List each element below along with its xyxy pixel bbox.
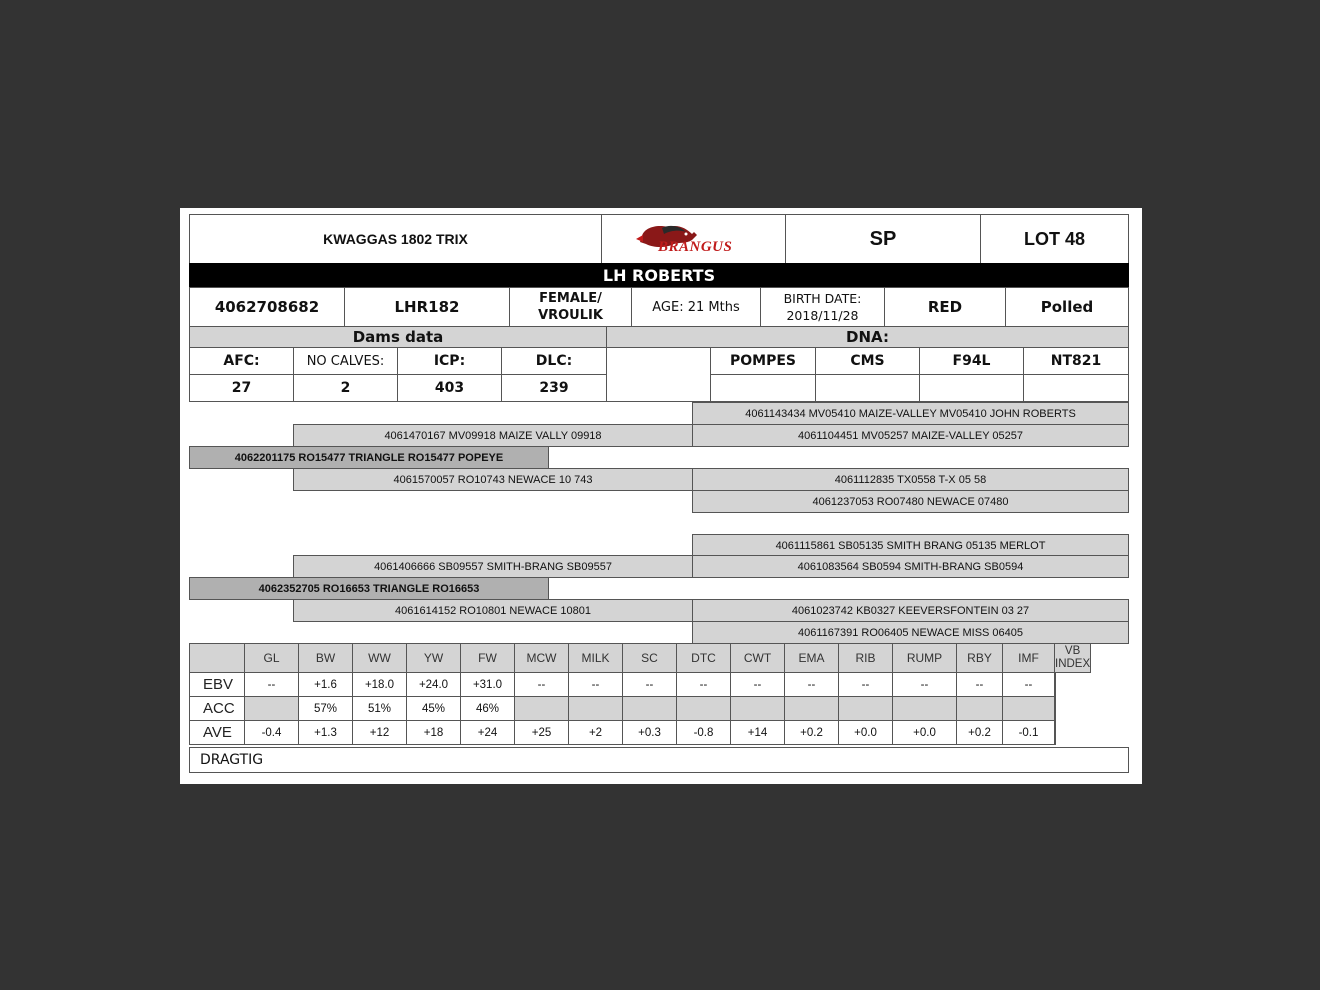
- animal-name: KWAGGAS 1802 TRIX: [189, 214, 602, 264]
- sex: [509, 287, 632, 327]
- dna-cms-value: [815, 374, 920, 402]
- ebv-ave-yw: +18: [406, 720, 461, 745]
- ebv-ebv-bw: +1.6: [298, 672, 353, 697]
- ebv-ave-fw: +24: [460, 720, 515, 745]
- ebv-ave-dtc: -0.8: [676, 720, 731, 745]
- ebv-acc-ema: [784, 696, 839, 721]
- ebv-ave-mcw: +25: [514, 720, 569, 745]
- ebv-ebv-gl: --: [244, 672, 299, 697]
- icp-header: ICP:: [397, 347, 502, 375]
- coat-color: RED: [884, 287, 1006, 327]
- age: AGE: 21 Mths: [631, 287, 761, 327]
- category: SP: [785, 214, 981, 264]
- pedigree-dam-dam: 4061614152 RO10801 NEWACE 10801: [293, 599, 693, 622]
- ebv-acc-fw: 46%: [460, 696, 515, 721]
- ebv-acc-cwt: [730, 696, 785, 721]
- ebv-ave-gl: -0.4: [244, 720, 299, 745]
- pedigree-dsd: 4061083564 SB0594 SMITH-BRANG SB0594: [692, 555, 1129, 578]
- ebv-acc-dtc: [676, 696, 731, 721]
- dna-cms-header: CMS: [815, 347, 920, 375]
- dna-nt821-header: NT821: [1023, 347, 1129, 375]
- dna-f94l-header: F94L: [919, 347, 1024, 375]
- birth-date-value: 2018/11/28: [786, 308, 859, 323]
- ebv-header-milk: MILK: [568, 643, 623, 673]
- ebv-acc-imf: [1002, 696, 1055, 721]
- ebv-ave-imf: -0.1: [1002, 720, 1055, 745]
- ebv-header-rby: RBY: [956, 643, 1003, 673]
- vb-index-value: [1054, 672, 1056, 745]
- ebv-ebv-rump: --: [892, 672, 957, 697]
- remarks: DRAGTIG: [189, 747, 1129, 773]
- ebv-header-fw: FW: [460, 643, 515, 673]
- dna-f94l-value: [919, 374, 1024, 402]
- ebv-acc-mcw: [514, 696, 569, 721]
- pedigree-dam-sire: 4061406666 SB09557 SMITH-BRANG SB09557: [293, 555, 693, 578]
- ebv-acc-rib: [838, 696, 893, 721]
- ebv-header-yw: YW: [406, 643, 461, 673]
- ebv-header-rib: RIB: [838, 643, 893, 673]
- horn-status: Polled: [1005, 287, 1129, 327]
- pedigree-sire-dam: 4061570057 RO10743 NEWACE 10 743: [293, 468, 693, 491]
- pedigree-dss: 4061115861 SB05135 SMITH BRANG 05135 MERLOT: [692, 534, 1129, 557]
- ebv-acc-sc: [622, 696, 677, 721]
- dna-title: DNA:: [606, 326, 1129, 348]
- ebv-ebv-rby: --: [956, 672, 1003, 697]
- ebv-ave-ww: +12: [352, 720, 407, 745]
- dlc-header: DLC:: [501, 347, 607, 375]
- ebv-ebv-dtc: --: [676, 672, 731, 697]
- breeder-bar: LH ROBERTS: [189, 263, 1129, 288]
- vb-index-header-line-1: VB: [1064, 645, 1081, 657]
- ebv-corner-cell: [189, 643, 245, 673]
- ebv-ebv-milk: --: [568, 672, 623, 697]
- ebv-header-mcw: MCW: [514, 643, 569, 673]
- ebv-ave-milk: +2: [568, 720, 623, 745]
- ebv-header-gl: GL: [244, 643, 299, 673]
- ebv-ave-bw: +1.3: [298, 720, 353, 745]
- registration-number: 4062708682: [189, 287, 345, 327]
- birth-date-label: BIRTH DATE:: [783, 291, 862, 306]
- pedigree-ddd: 4061167391 RO06405 NEWACE MISS 06405: [692, 621, 1129, 644]
- ebv-header-rump: RUMP: [892, 643, 957, 673]
- pedigree-dds: 4061023742 KB0327 KEEVERSFONTEIN 03 27: [692, 599, 1129, 622]
- dna-nt821-value: [1023, 374, 1129, 402]
- ebv-ave-cwt: +14: [730, 720, 785, 745]
- ebv-ebv-fw: +31.0: [460, 672, 515, 697]
- ebv-ebv-sc: --: [622, 672, 677, 697]
- sale-card: [180, 208, 1142, 784]
- ebv-acc-yw: 45%: [406, 696, 461, 721]
- ebv-header-sc: SC: [622, 643, 677, 673]
- vb-index-header-line-2: INDEX: [1055, 658, 1091, 670]
- vb-index-header: [1054, 643, 1091, 673]
- ebv-ebv-yw: +24.0: [406, 672, 461, 697]
- ebv-row-label-ave: AVE: [189, 720, 245, 745]
- afc-value: 27: [189, 374, 294, 402]
- ebv-ave-rump: +0.0: [892, 720, 957, 745]
- ebv-header-ema: EMA: [784, 643, 839, 673]
- dna-pompes-header: POMPES: [710, 347, 816, 375]
- lot-number: LOT 48: [980, 214, 1129, 264]
- afc-header: AFC:: [189, 347, 294, 375]
- sex-line-2: VROULIK: [538, 308, 603, 323]
- ebv-header-imf: IMF: [1002, 643, 1055, 673]
- ebv-table: [189, 643, 1129, 748]
- ebv-header-cwt: CWT: [730, 643, 785, 673]
- pedigree-ssd: 4061104451 MV05257 MAIZE-VALLEY 05257: [692, 424, 1129, 447]
- ebv-row-label-acc: ACC: [189, 696, 245, 721]
- dna-pompes-value: [710, 374, 816, 402]
- ebv-header-dtc: DTC: [676, 643, 731, 673]
- pedigree-sire: 4062201175 RO15477 TRIANGLE RO15477 POPEYE: [189, 446, 549, 469]
- icp-value: 403: [397, 374, 502, 402]
- pedigree-dam: 4062352705 RO16653 TRIANGLE RO16653: [189, 577, 549, 600]
- ebv-ave-sc: +0.3: [622, 720, 677, 745]
- ebv-ave-rib: +0.0: [838, 720, 893, 745]
- pedigree-sdd: 4061237053 RO07480 NEWACE 07480: [692, 490, 1129, 513]
- dlc-value: 239: [501, 374, 607, 402]
- brangus-logo: [601, 214, 786, 264]
- ebv-ave-rby: +0.2: [956, 720, 1003, 745]
- ebv-acc-ww: 51%: [352, 696, 407, 721]
- ebv-header-ww: WW: [352, 643, 407, 673]
- logo-text: BRANGUS: [658, 239, 733, 255]
- ebv-ebv-imf: --: [1002, 672, 1055, 697]
- ebv-ave-ema: +0.2: [784, 720, 839, 745]
- ebv-acc-rump: [892, 696, 957, 721]
- birth-date: [760, 287, 885, 327]
- ebv-acc-gl: [244, 696, 299, 721]
- no-calves-value: 2: [293, 374, 398, 402]
- dna-blank-cell: [606, 347, 711, 402]
- no-calves-header: NO CALVES:: [293, 347, 398, 375]
- ebv-row-label-ebv: EBV: [189, 672, 245, 697]
- animal-code: LHR182: [344, 287, 510, 327]
- pedigree-sire-sire: 4061470167 MV09918 MAIZE VALLY 09918: [293, 424, 693, 447]
- ebv-acc-rby: [956, 696, 1003, 721]
- ebv-ebv-ww: +18.0: [352, 672, 407, 697]
- ebv-ebv-rib: --: [838, 672, 893, 697]
- dams-data-title: Dams data: [189, 326, 607, 348]
- ebv-ebv-ema: --: [784, 672, 839, 697]
- ebv-acc-milk: [568, 696, 623, 721]
- ebv-ebv-mcw: --: [514, 672, 569, 697]
- ebv-header-bw: BW: [298, 643, 353, 673]
- sex-line-1: FEMALE/: [539, 291, 602, 306]
- pedigree-sss: 4061143434 MV05410 MAIZE-VALLEY MV05410 JOHN ROBERTS: [692, 402, 1129, 425]
- ebv-acc-bw: 57%: [298, 696, 353, 721]
- pedigree-sds: 4061112835 TX0558 T-X 05 58: [692, 468, 1129, 491]
- ebv-ebv-cwt: --: [730, 672, 785, 697]
